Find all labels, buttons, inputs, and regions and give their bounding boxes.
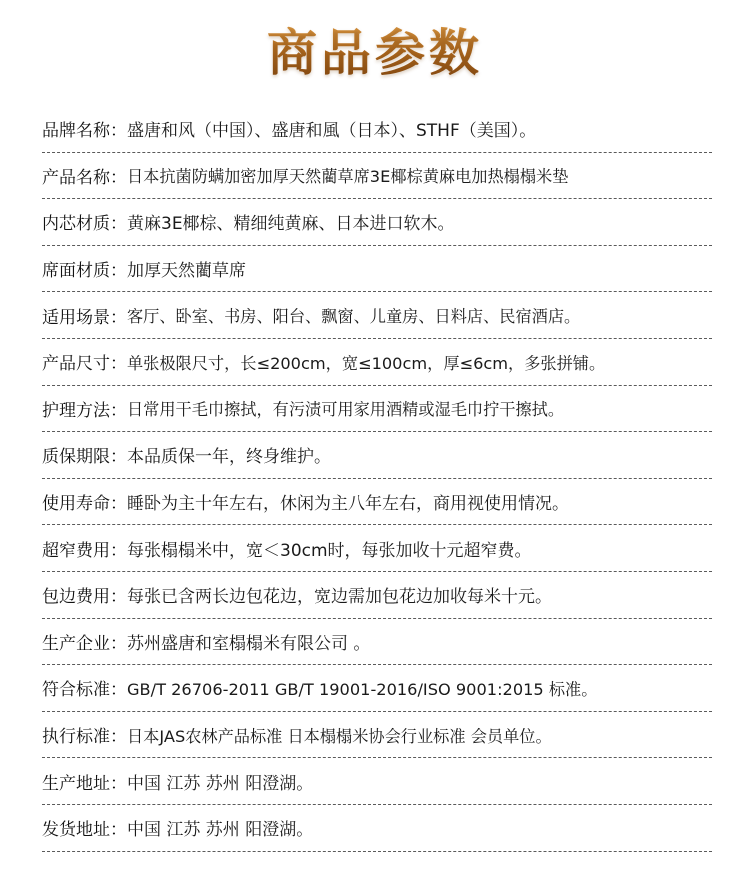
param-label: 执行标准: [42, 727, 110, 748]
param-label: 产品尺寸: [42, 354, 110, 375]
param-separator: ：: [110, 587, 127, 608]
param-row-warranty: [42, 432, 712, 479]
param-separator: ：: [110, 307, 127, 328]
parameter-list: [42, 106, 712, 852]
param-label: 内芯材质: [42, 214, 110, 235]
param-row-product-name: [42, 153, 712, 200]
param-label: 符合标准: [42, 680, 110, 701]
param-row-core-material: [42, 199, 712, 246]
param-row-care: [42, 386, 712, 433]
param-label: 适用场景: [42, 307, 110, 328]
param-row-brand: [42, 106, 712, 153]
param-row-standards: [42, 665, 712, 712]
param-separator: ：: [110, 820, 127, 841]
param-value: 本品质保一年，终身维护。: [127, 447, 331, 468]
param-value: 日常用干毛巾擦拭，有污渍可用家用酒精或湿毛巾拧干擦拭。: [127, 400, 565, 420]
param-separator: ：: [110, 680, 127, 701]
param-row-execution-standards: [42, 712, 712, 759]
page-title: 商品参数: [0, 18, 750, 88]
param-value: 日本JAS农林产品标准 日本榻榻米协会行业标准 会员单位。: [127, 726, 552, 746]
param-separator: ：: [110, 354, 127, 375]
param-separator: ：: [110, 633, 127, 654]
param-label: 生产企业: [42, 633, 110, 654]
param-value: 加厚天然藺草席: [127, 261, 246, 282]
param-value: 睡卧为主十年左右，休闲为主八年左右，商用视使用情况。: [127, 494, 569, 515]
param-separator: ：: [110, 447, 127, 468]
param-separator: ：: [110, 540, 127, 561]
param-label: 使用寿命: [42, 494, 110, 515]
param-separator: ：: [110, 261, 127, 282]
param-label: 席面材质: [42, 261, 110, 282]
param-label: 包边费用: [42, 587, 110, 608]
param-value: 客厅、卧室、书房、阳台、飘窗、儿童房、日料店、民宿酒店。: [127, 307, 581, 327]
param-row-surface-material: [42, 246, 712, 293]
param-label: 发货地址: [42, 820, 110, 841]
param-value: 苏州盛唐和室榻榻米有限公司 。: [127, 633, 371, 654]
param-label: 品牌名称: [42, 121, 110, 142]
param-label: 质保期限: [42, 447, 110, 468]
param-value: 每张榻榻米中，宽＜30cm时，每张加收十元超窄费。: [127, 540, 532, 561]
param-value: GB/T 26706-2011 GB/T 19001-2016/ISO 9001:2015 标准。: [127, 679, 598, 699]
param-value: 日本抗菌防螨加密加厚天然藺草席3E椰棕黄麻电加热榻榻米垫: [127, 167, 569, 187]
param-value: 盛唐和风（中国）、盛唐和風（日本）、STHF（美国）。: [127, 121, 537, 142]
param-row-narrow-fee: [42, 525, 712, 572]
param-row-lifespan: [42, 479, 712, 526]
param-label: 生产地址: [42, 773, 110, 794]
param-label: 超窄费用: [42, 540, 110, 561]
param-row-shipping-address: [42, 805, 712, 852]
param-separator: ：: [110, 121, 127, 142]
param-separator: ：: [110, 494, 127, 515]
param-label: 产品名称: [42, 167, 110, 188]
param-row-edging-fee: [42, 572, 712, 619]
param-row-size: [42, 339, 712, 386]
param-value: 中国 江苏 苏州 阳澄湖。: [127, 773, 314, 794]
param-label: 护理方法: [42, 400, 110, 421]
param-row-production-address: [42, 758, 712, 805]
param-value: 黄麻3E椰棕、精细纯黄麻、日本进口软木。: [127, 214, 455, 235]
param-separator: ：: [110, 400, 127, 421]
param-separator: ：: [110, 727, 127, 748]
param-value: 单张极限尺寸，长≤200cm，宽≤100cm，厚≤6cm，多张拼铺。: [127, 353, 606, 373]
param-row-manufacturer: [42, 619, 712, 666]
param-separator: ：: [110, 773, 127, 794]
param-separator: ：: [110, 214, 127, 235]
param-value: 每张已含两长边包花边，宽边需加包花边加收每米十元。: [127, 587, 552, 608]
param-separator: ：: [110, 167, 127, 188]
param-value: 中国 江苏 苏州 阳澄湖。: [127, 820, 314, 841]
param-row-scenarios: [42, 292, 712, 339]
